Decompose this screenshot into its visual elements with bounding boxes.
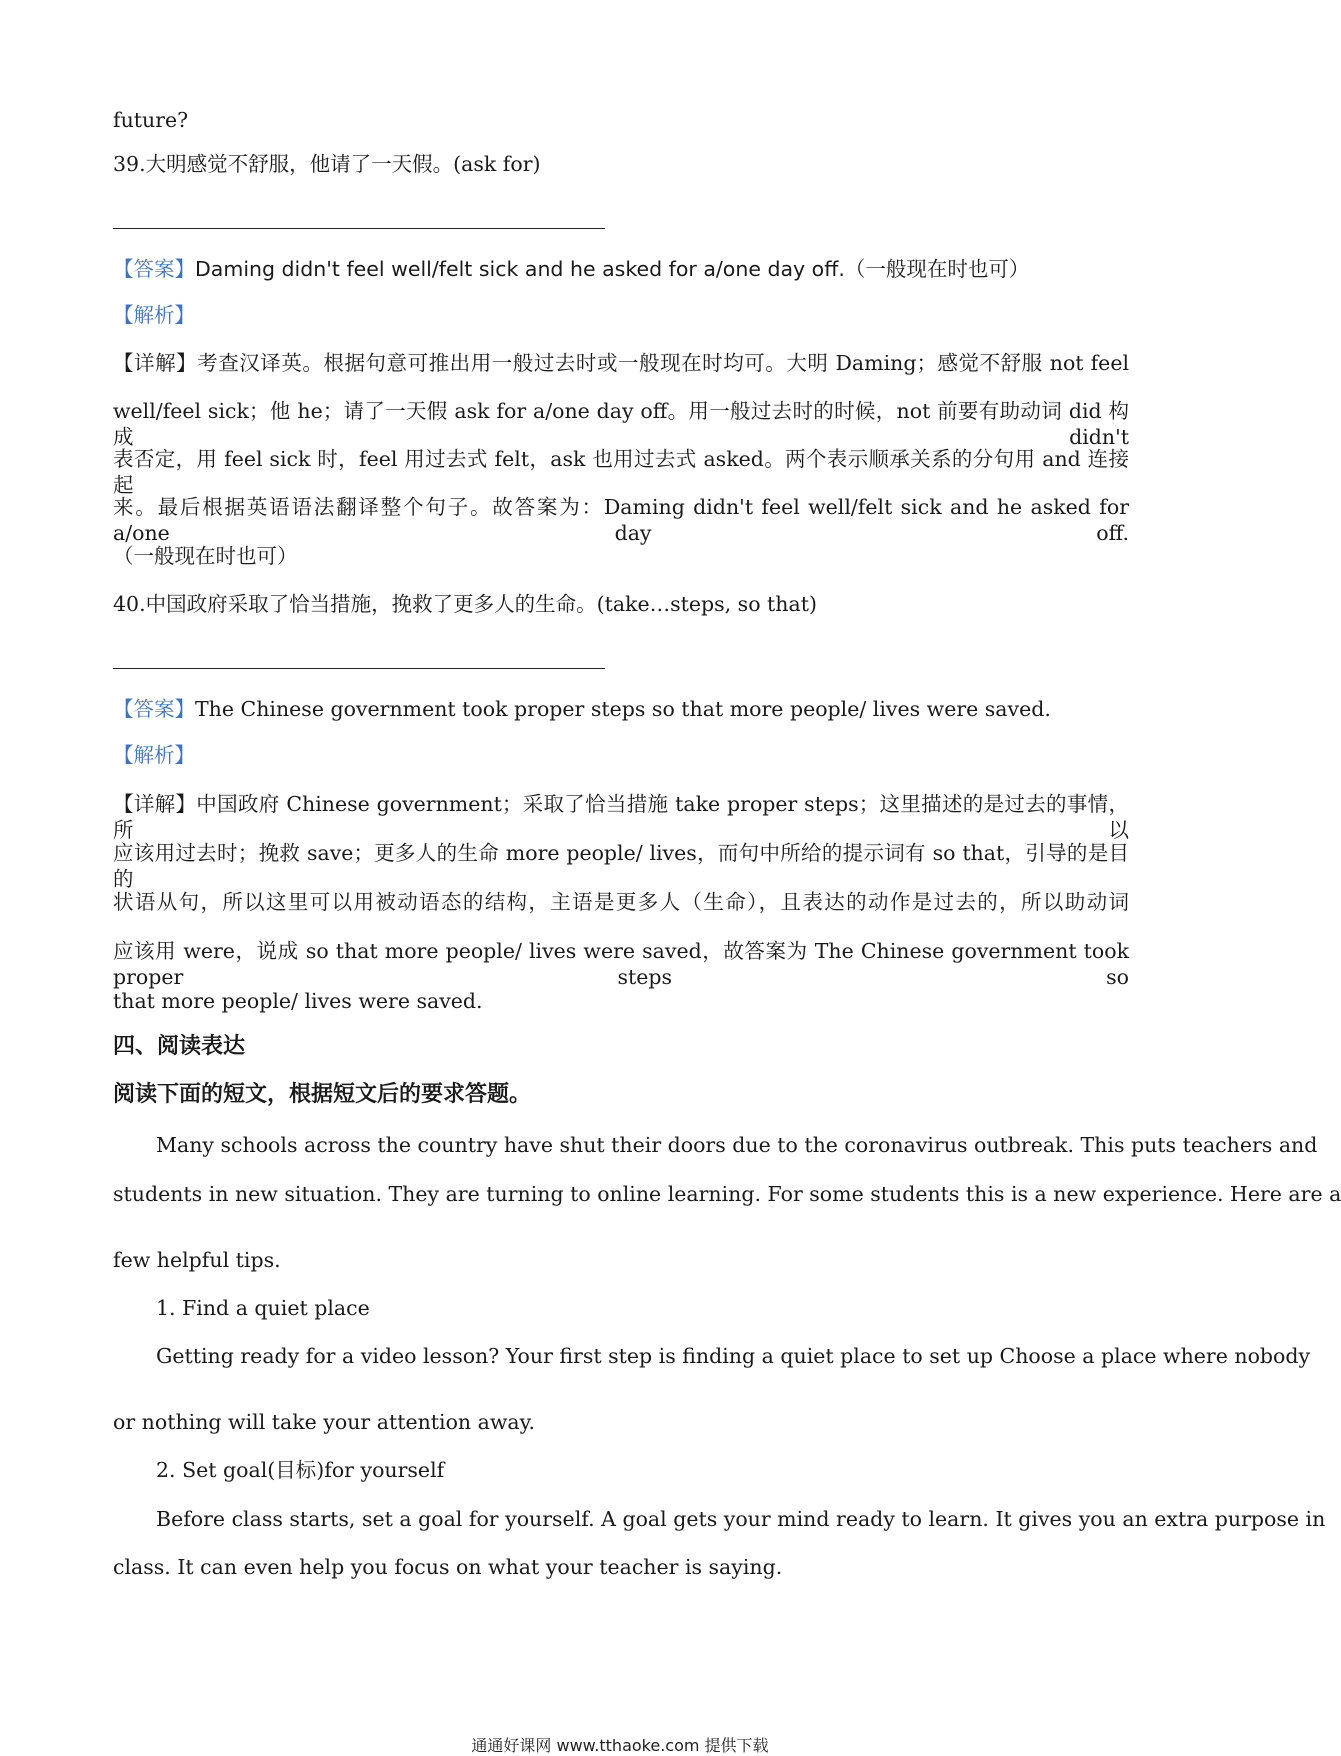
answer-blank-39: [113, 228, 605, 229]
detail-tag: 【详解】: [113, 792, 197, 816]
detail-tag: 【详解】: [113, 351, 198, 375]
detail-line: 状语从句，所以这里可以用被动语态的结构，主语是更多人（生命），且表达的动作是过去的，所以助动词: [113, 890, 1129, 914]
detail-line: （一般现在时也可）: [113, 544, 298, 568]
question-39: 39.大明感觉不舒服，他请了一天假。(ask for): [113, 152, 541, 176]
passage-line: Many schools across the country have shut their doors due to the coronavirus outbreak. This puts teachers and: [156, 1133, 1318, 1157]
tip-heading: 2. Set goal(目标)for yourself: [156, 1458, 445, 1482]
detail-text: 中国政府 Chinese government；采取了恰当措施 take proper steps；这里描述的是过去的事情，所以: [113, 792, 1129, 842]
section-heading: 四、阅读表达: [113, 1034, 246, 1059]
detail-line: 应该用 were，说成 so that more people/ lives were saved，故答案为 The Chinese government took proper steps so: [113, 939, 1129, 989]
answer-39: [113, 256, 1143, 282]
detail-line: [113, 791, 1129, 842]
answer-blank-40: [113, 668, 605, 669]
text-line: future?: [113, 108, 189, 132]
passage-line: few helpful tips.: [113, 1248, 281, 1272]
analysis-tag: 【解析】: [113, 743, 195, 767]
analysis-tag: 【解析】: [113, 303, 195, 327]
answer-40: [113, 696, 1143, 722]
tip-heading: 1. Find a quiet place: [156, 1296, 370, 1320]
detail-line: 表否定，用 feel sick 时，feel 用过去式 felt，ask 也用过去式 asked。两个表示顺承关系的分句用 and 连接起: [113, 447, 1129, 497]
detail-text: 考查汉译英。根据句意可推出用一般过去时或一般现在时均可。大明 Daming；感觉不舒服 not feel: [197, 351, 1130, 375]
detail-line: well/feel sick；他 he；请了一天假 ask for a/one day off。用一般过去时的时候，not 前要有助动词 did 构成 didn't: [113, 399, 1129, 449]
detail-line: that more people/ lives were saved.: [113, 989, 483, 1013]
passage-line: students in new situation. They are turning to online learning. For some students this is a new experience. Here are a: [113, 1182, 1341, 1206]
page-footer: 通通好课网 www.tthaoke.com 提供下载: [471, 1736, 769, 1755]
answer-text: Daming didn't feel well/felt sick and he asked for a/one day off.（一般现在时也可）: [195, 257, 1030, 281]
question-40: 40.中国政府采取了恰当措施，挽救了更多人的生命。(take…steps, so that): [113, 592, 817, 616]
passage-line: or nothing will take your attention away.: [113, 1410, 536, 1434]
passage-line: class. It can even help you focus on what your teacher is saying.: [113, 1555, 783, 1579]
detail-line: 应该用过去时；挽救 save；更多人的生命 more people/ lives，而句中所给的提示词有 so that，引导的是目的: [113, 841, 1129, 891]
passage-line: Getting ready for a video lesson? Your first step is finding a quiet place to set up Choose a place where nobody: [156, 1344, 1311, 1368]
detail-line: 来。最后根据英语语法翻译整个句子。故答案为：Daming didn't feel well/felt sick and he asked for a/one day off.: [113, 495, 1129, 545]
answer-tag: 【答案】: [113, 257, 195, 281]
section-instruction: 阅读下面的短文，根据短文后的要求答题。: [113, 1082, 532, 1107]
detail-line: [113, 350, 1129, 376]
answer-text: The Chinese government took proper steps so that more people/ lives were saved.: [195, 697, 1051, 721]
answer-tag: 【答案】: [113, 697, 195, 721]
passage-line: Before class starts, set a goal for yourself. A goal gets your mind ready to learn. It gives you an extra purpose in: [156, 1507, 1326, 1531]
